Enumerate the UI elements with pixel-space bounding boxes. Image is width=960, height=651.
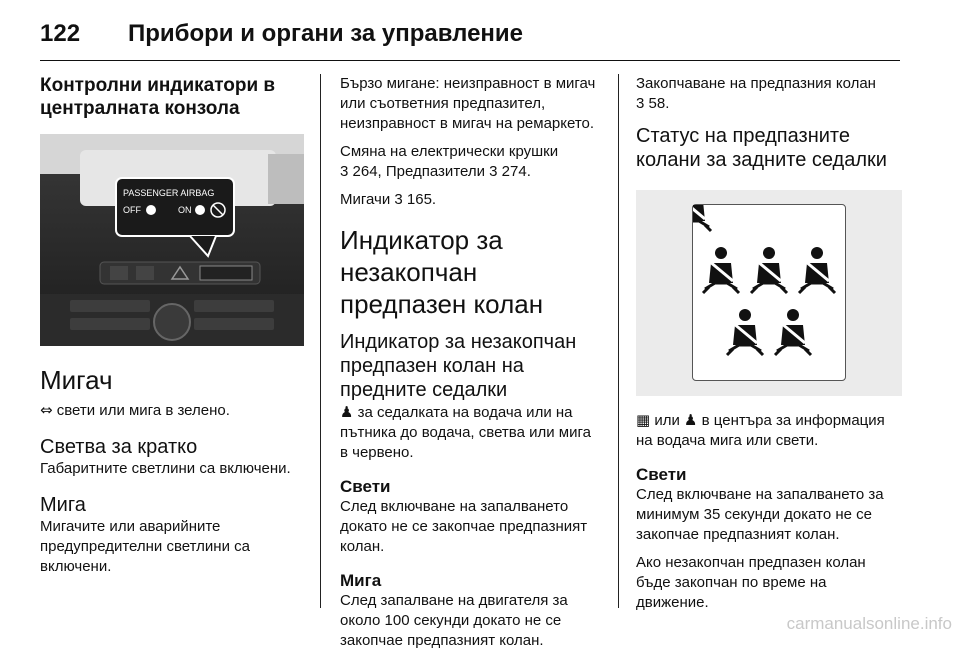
blink-heading: Мига [40, 494, 86, 516]
console-photo [40, 134, 304, 346]
column-right [636, 74, 902, 613]
header-divider [40, 60, 900, 61]
blink-text: Мигачите или аварийните предупредителни светлини са включени. [40, 518, 250, 575]
turn-signal-text: ⇔ свети или мига в зелено. [40, 401, 230, 419]
seatbelt-status-display [692, 204, 846, 381]
info-text: ▦ или ♟ в центъра за информация на водача мига или свети. [636, 411, 885, 449]
turn-ref: Мигачи 3 165. [340, 191, 437, 208]
drive-text: Ако незакопчан предпазен колан бъде закопчан по време на движение. [636, 554, 866, 611]
blink2-text: След запалване на двигателя за около 100 секунди докато не се закопчае предпазният колан. [340, 592, 568, 649]
page-number: 122 [40, 20, 81, 47]
turn-signal-icon: ⇔ [40, 401, 53, 419]
fast-blink-text: Бързо мигане: неизправност в мигач или съответния предпазител, неизправност в мигач на ремаркето. [340, 75, 596, 132]
rear-on-text: След включване на запалването за минимум 35 секунди докато не се закопчае предпазният колан. [636, 486, 884, 543]
console-illustration [40, 134, 304, 346]
blink2-heading: Мига [340, 571, 382, 590]
page-header [40, 14, 900, 62]
airbag-off-label: OFF [123, 205, 141, 215]
seatbelt-indicator-heading: Индикатор за незакопчан предпазен колан [340, 225, 544, 319]
column-divider-2 [618, 74, 619, 608]
seatbelt-icon: ♟ [340, 403, 354, 421]
seatbelt-person-icon [693, 205, 711, 231]
column-left [40, 74, 304, 577]
front-seatbelt-heading: Индикатор за незакопчан предпазен колан на предните седалки [340, 331, 577, 401]
airbag-on-label: ON [178, 205, 192, 215]
bulbs-ref: 3 264, Предпазители 3 274. [340, 163, 531, 180]
rear-seatbelt-illustration [636, 190, 902, 396]
airbag-label: PASSENGER AIRBAG [123, 188, 215, 198]
lights-text: Габаритните светлини са включени. [40, 460, 291, 477]
page-title: Прибори и органи за управление [128, 20, 524, 47]
bulbs-text: Смяна на електрически крушки 3 264, Предпазители 3 274. [340, 143, 559, 180]
rear-on-heading: Свети [636, 465, 687, 484]
turn-signal-heading: Мигач [40, 365, 113, 395]
buckle-text: Закопчаване на предпазния колан 3 58. [636, 75, 876, 112]
section-heading-console-indicators: Контролни индикатори в централната конзола [40, 75, 276, 119]
column-middle [340, 74, 602, 651]
watermark: carmanualsonline.info [786, 614, 952, 633]
seatbelt-icon-2: ♟ [684, 411, 698, 429]
rear-seatbelt-heading: Статус на предпазните колани за задните седалки [636, 125, 887, 171]
on-heading: Свети [340, 477, 391, 496]
buckle-ref: 3 58. [636, 95, 670, 112]
column-divider-1 [320, 74, 321, 608]
on-text: След включване на запалването докато не се закопчае предпазният колан. [340, 498, 588, 555]
lights-heading: Светва за кратко [40, 436, 198, 458]
seatbelt-icons [693, 205, 845, 380]
info-display-icon: ▦ [636, 411, 651, 429]
front-seatbelt-text: ♟ за седалката на водача или на пътника до водача, светва или мига в червено. [340, 403, 591, 461]
